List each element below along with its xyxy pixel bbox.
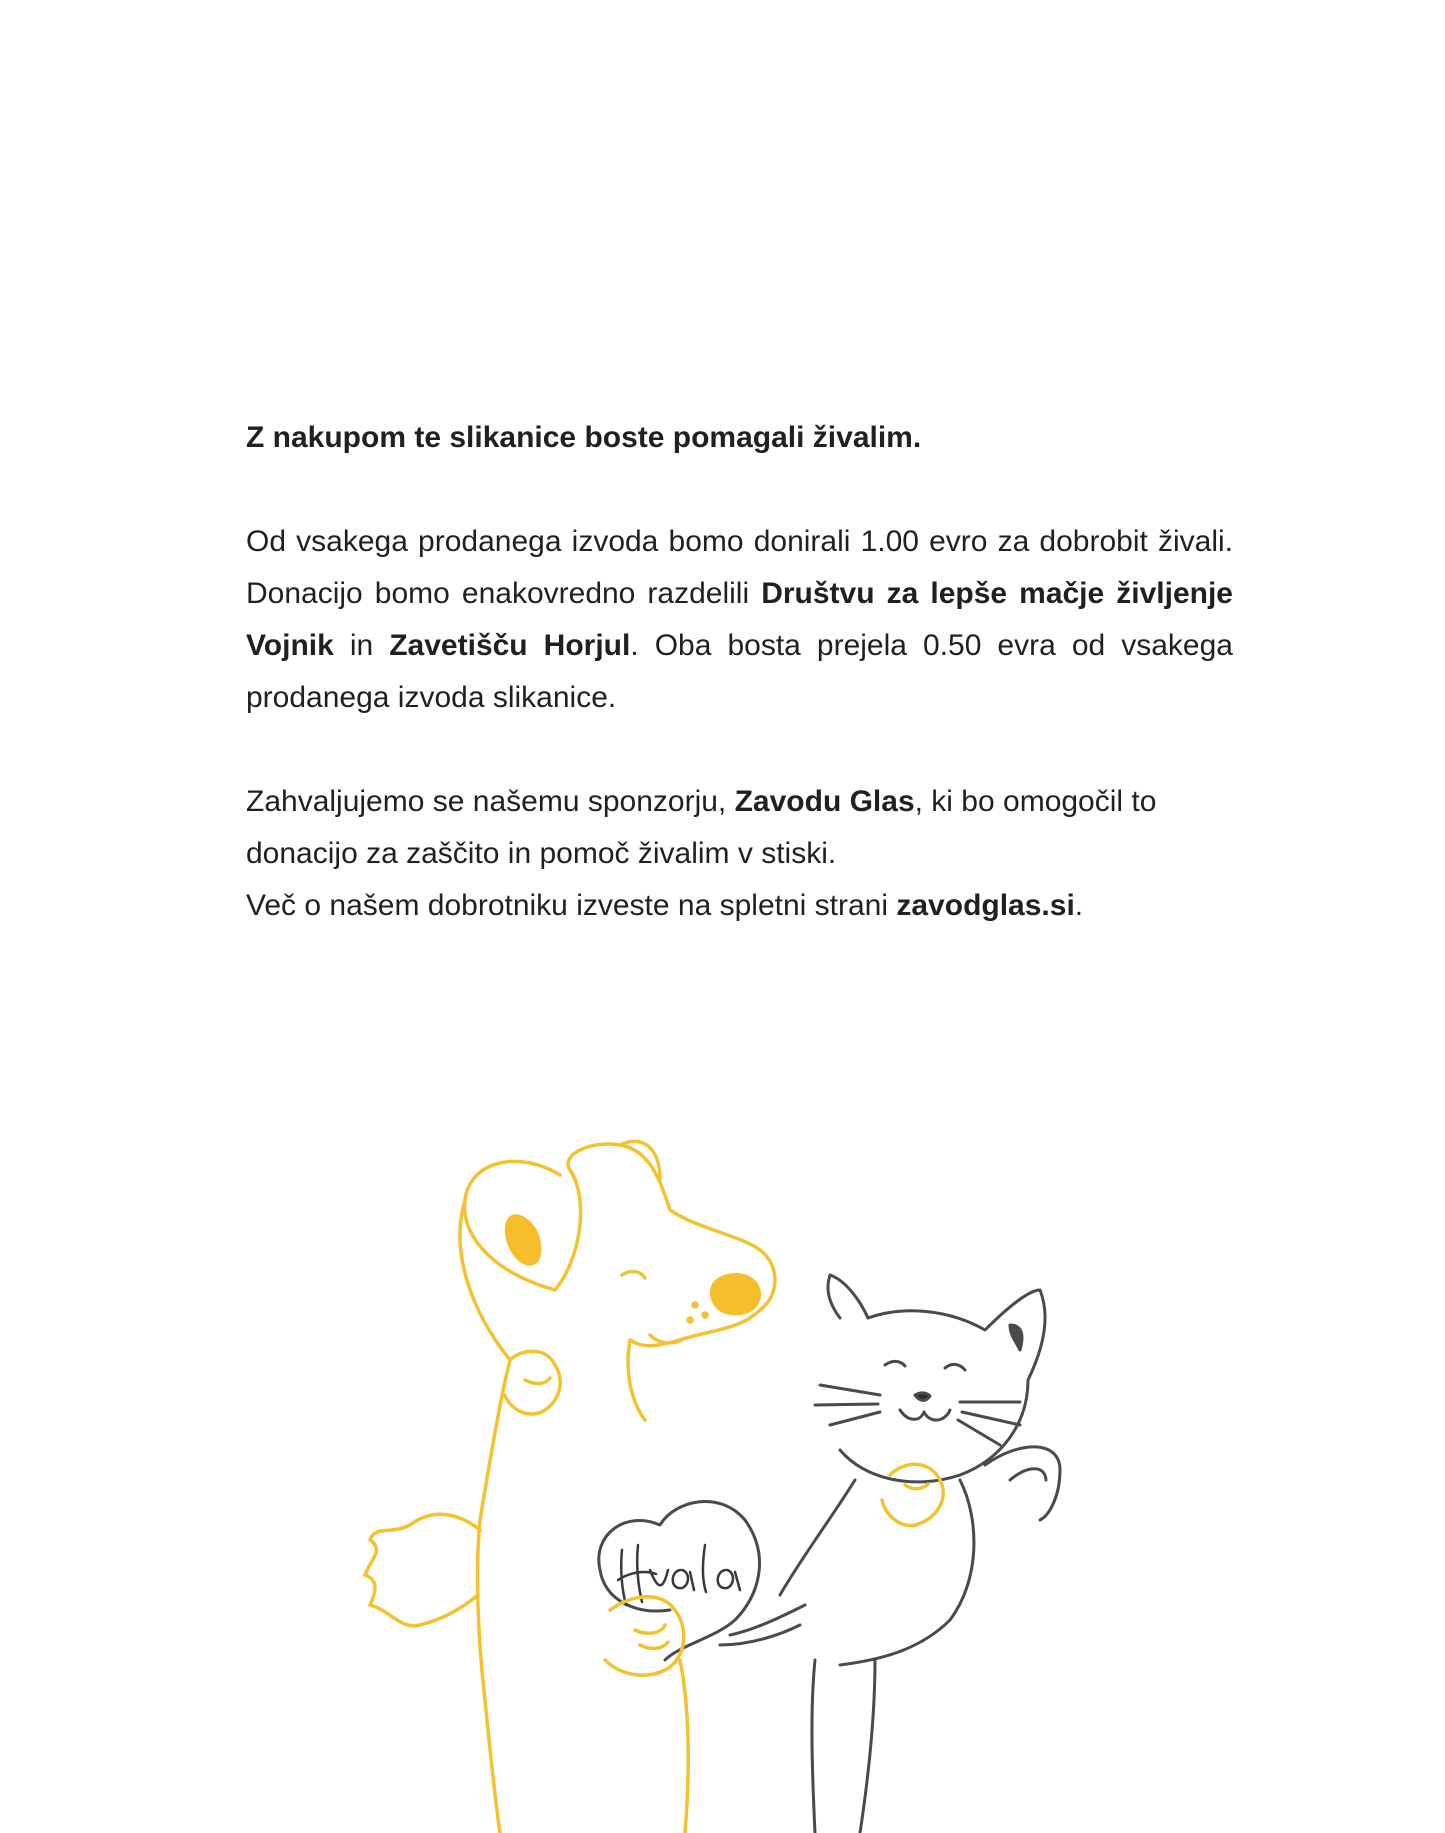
donation-text-1: Od vsakega prodanega izvoda bomo donirali 1.00 evro za dobrobit živali. Donacijo bomo enakovredno razdelili	[246, 525, 1233, 610]
donation-text-3: . Oba bosta prejela 0.50 evra od vsakega prodanega izvoda slikanice.	[246, 629, 1233, 714]
sponsor-website: zavodglas.si	[896, 889, 1075, 922]
sponsor-name: Zavodu Glas	[734, 785, 915, 818]
sponsor-text-2: , ki bo omogočil to donacijo za zaščito in pomoč živalim v stiski.	[246, 785, 1157, 870]
cat-drawing	[599, 1275, 1060, 1833]
donation-paragraph	[246, 516, 1233, 724]
sponsor-text-1: Zahvaljujemo se našemu sponzorju,	[246, 785, 735, 818]
dog-nose-spot	[710, 1273, 761, 1315]
donation-notice	[246, 412, 1233, 932]
donation-text-2: in	[333, 629, 390, 662]
hvala-script	[618, 1545, 740, 1605]
recipient-society-vojnik: Društvu za lepše mačje življenje Vojnik	[246, 577, 1233, 662]
dog-drawing	[365, 1141, 943, 1833]
sponsor-paragraph	[246, 776, 1233, 932]
dog-ear-spot	[505, 1214, 542, 1265]
sponsor-text-4: .	[1074, 889, 1084, 922]
page-heading: Z nakupom te slikanice boste pomagali živalim.	[246, 421, 922, 454]
recipient-shelter-horjul: Zavetišču Horjul	[389, 629, 631, 662]
dog-and-cat-hug-illustration	[360, 1140, 1120, 1833]
sponsor-text-3: Več o našem dobrotniku izveste na spletni strani	[246, 889, 897, 922]
